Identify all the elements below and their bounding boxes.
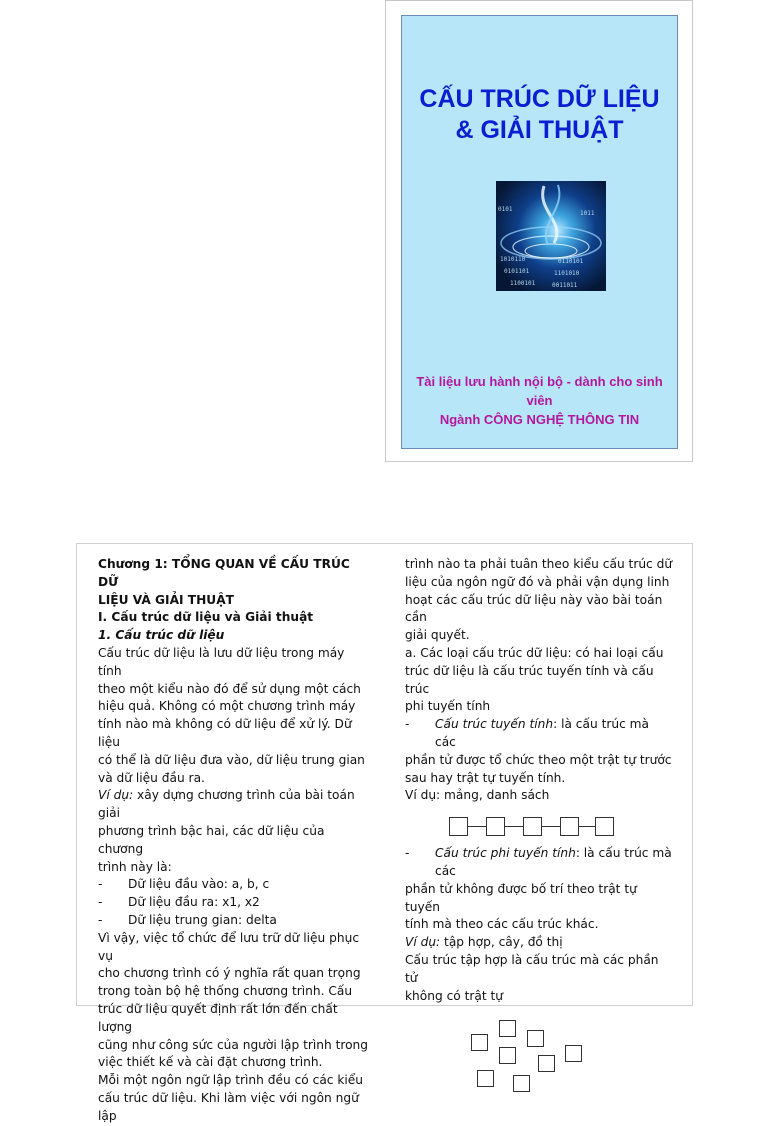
- nonlinear-example: [405, 934, 673, 952]
- svg-text:0101101: 0101101: [504, 268, 530, 275]
- bullet-dash: -: [405, 846, 410, 861]
- svg-text:1011: 1011: [580, 210, 595, 217]
- nonlinear-structure-bullet: [405, 845, 673, 881]
- list-node: [449, 817, 468, 836]
- linear-structure-bullet: [405, 716, 673, 752]
- paragraph-line: phương trình bậc hai, các dữ liệu của chương: [98, 823, 325, 856]
- bullet-dash: -: [98, 895, 103, 910]
- set-element: [565, 1045, 582, 1062]
- section-heading: I. Cấu trúc dữ liệu và Giải thuật: [98, 610, 314, 625]
- right-column: [405, 556, 673, 1095]
- paragraph-line: có thể là dữ liệu đưa vào, dữ liệu trung gian: [98, 752, 365, 767]
- set-element: [527, 1030, 544, 1047]
- paragraph-line: tính nào mà không có dữ liệu để xử lý. Dữ liệu: [98, 717, 352, 749]
- example-label: Ví dụ:: [405, 935, 441, 950]
- paragraph-line: Mỗi một ngôn ngữ lập trình đều có các kiểu: [98, 1073, 364, 1088]
- paragraph-line: hoạt các cấu trúc dữ liệu này vào bài toán cần: [405, 592, 663, 625]
- nonlinear-definition: : là cấu trúc mà các: [435, 846, 672, 878]
- svg-text:1100101: 1100101: [510, 280, 536, 287]
- svg-text:0101: 0101: [498, 206, 513, 213]
- bullet-text: Dữ liệu đầu ra: x1, x2: [128, 895, 260, 910]
- paragraph-line: cũng như công sức của người lập trình trong: [98, 1037, 369, 1052]
- list-node: [486, 817, 505, 836]
- paragraph-line: trình này là:: [98, 859, 172, 874]
- nonlinear-term: Cấu trúc phi tuyến tính: [435, 846, 576, 861]
- linear-example: Ví dụ: mảng, danh sách: [405, 788, 550, 803]
- list-item-a-line: a. Các loại cấu trúc dữ liệu: có hai loại cấu: [405, 645, 664, 660]
- example-text: tập hợp, cây, đồ thị: [440, 935, 563, 950]
- set-element: [477, 1070, 494, 1087]
- cover-title: [402, 84, 677, 146]
- cover-page: [401, 15, 678, 449]
- paragraph-line: hiệu quả. Không có một chương trình máy: [98, 699, 356, 714]
- content-page: [76, 543, 693, 1123]
- bullet-dash: -: [405, 717, 410, 732]
- cover-subtitle: [402, 372, 677, 429]
- set-element: [471, 1034, 488, 1051]
- paragraph-line: trúc dữ liệu quyết định rất lớn đến chất lượng: [98, 1001, 338, 1034]
- data-tunnel-graphic: [496, 181, 606, 291]
- list-node: [595, 817, 614, 836]
- bullet-item: [98, 894, 370, 912]
- bullet-dash: -: [98, 912, 103, 927]
- bullet-item: [98, 912, 370, 930]
- example-line: [98, 787, 370, 823]
- list-node: [523, 817, 542, 836]
- paragraph-line: phần tử được tổ chức theo một trật tự trước: [405, 752, 672, 767]
- paragraph-line: và dữ liệu đầu ra.: [98, 770, 205, 785]
- paragraph-line: không có trật tự: [405, 988, 504, 1003]
- paragraph-line: việc thiết kế và cài đặt chương trình.: [98, 1055, 323, 1070]
- svg-text:1010110: 1010110: [500, 256, 526, 263]
- example-label: Ví dụ:: [98, 788, 134, 803]
- set-element: [538, 1055, 555, 1072]
- chapter-title-line1: Chương 1: TỔNG QUAN VỀ CẤU TRÚC DỮ: [98, 557, 350, 589]
- cover-image: [496, 181, 606, 291]
- cover-title-line1: CẤU TRÚC DỮ LIỆU: [419, 85, 660, 113]
- paragraph-line: theo một kiểu nào đó để sử dụng một cách: [98, 681, 361, 696]
- svg-text:0011011: 0011011: [552, 282, 578, 289]
- set-element: [499, 1047, 516, 1064]
- bullet-text: Dữ liệu trung gian: delta: [128, 912, 277, 927]
- chapter-title-line2: LIỆU VÀ GIẢI THUẬT: [98, 592, 234, 607]
- cover-title-line2: & GIẢI THUẬT: [455, 116, 624, 144]
- paragraph-line: trình nào ta phải tuân theo kiểu cấu trúc dữ: [405, 557, 673, 571]
- set-diagram: [405, 1005, 673, 1095]
- paragraph-line: cho chương trình có ý nghĩa rất quan trọng: [98, 966, 361, 981]
- linear-term: Cấu trúc tuyến tính: [435, 717, 554, 732]
- paragraph-line: Vì vậy, việc tổ chức để lưu trữ dữ liệu phục vụ: [98, 930, 360, 963]
- linear-list-diagram: [405, 805, 673, 845]
- list-node: [560, 817, 579, 836]
- paragraph-line: Cấu trúc dữ liệu là lưu dữ liệu trong máy tính: [98, 645, 345, 678]
- linear-definition: : là cấu trúc mà các: [435, 717, 649, 749]
- svg-text:1101010: 1101010: [554, 270, 580, 277]
- svg-text:0110101: 0110101: [558, 258, 584, 265]
- cover-page-frame: [385, 0, 693, 462]
- paragraph-line: phần tử không được bố trí theo trật tự tuyến: [405, 881, 637, 914]
- cover-subtitle-line1: Tài liệu lưu hành nội bộ - dành cho sinh viên: [416, 374, 663, 408]
- list-item-a-line: phi tuyến tính: [405, 699, 491, 714]
- paragraph-line: trong toàn bộ hệ thống chương trình. Cấu: [98, 984, 353, 999]
- cover-subtitle-line2: Ngành CÔNG NGHỆ THÔNG TIN: [439, 412, 640, 427]
- paragraph-line: giải quyết.: [405, 628, 470, 643]
- set-element: [499, 1020, 516, 1037]
- subsection-heading: 1. Cấu trúc dữ liệu: [98, 628, 225, 643]
- bullet-item: [98, 876, 370, 894]
- list-item-a-line: trúc dữ liệu là cấu trúc tuyến tính và cấu trúc: [405, 663, 654, 696]
- paragraph-line: liệu của ngôn ngữ đó và phải vận dụng linh: [405, 574, 670, 589]
- paragraph-line: tính mà theo các cấu trúc khác.: [405, 917, 599, 932]
- set-element: [513, 1075, 530, 1092]
- paragraph-line: cấu trúc dữ liệu. Khi làm việc với ngôn ngữ lập: [98, 1090, 359, 1123]
- bullet-dash: -: [98, 877, 103, 892]
- left-column: [98, 556, 370, 1126]
- bullet-text: Dữ liệu đầu vào: a, b, c: [128, 877, 270, 892]
- paragraph-line: sau hay trật tự tuyến tính.: [405, 770, 566, 785]
- paragraph-line: Cấu trúc tập hợp là cấu trúc mà các phần tử: [405, 952, 659, 985]
- example-text: xây dựng chương trình của bài toán giải: [98, 788, 355, 821]
